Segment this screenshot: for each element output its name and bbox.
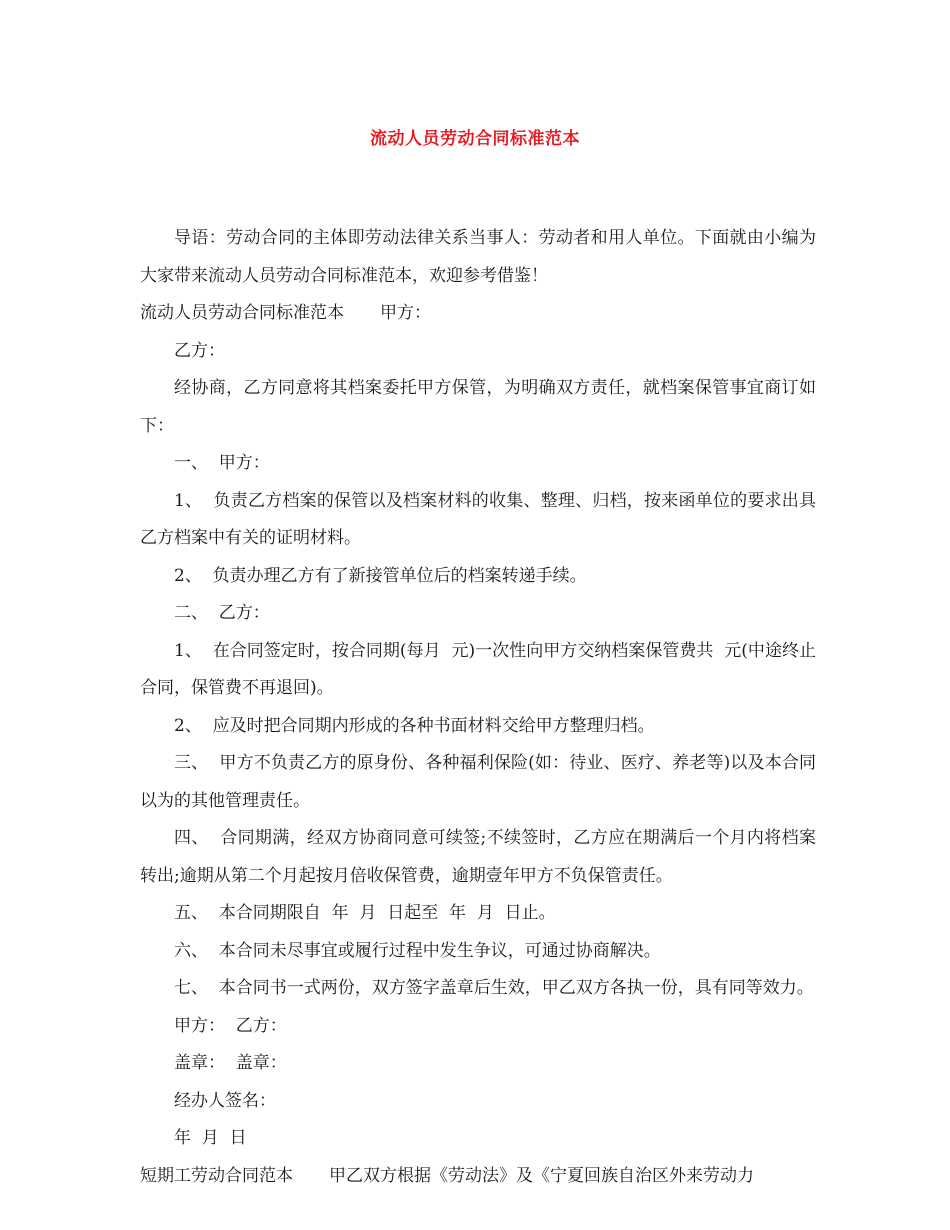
party-a-label: 甲方： <box>380 303 431 323</box>
clause1-heading: 一、 甲方： <box>174 453 270 473</box>
section1-heading: 流动人员劳动合同标准范本 <box>140 303 344 323</box>
clause2-item2: 2、 应及时把合同期内形成的各种书面材料交给甲方整理归档。 <box>174 715 655 736</box>
clause2-item1: 1、 在合同签定时，按合同期(每月 元)一次性向甲方交纳档案保管费共 元(中途终止合同，保管费不再退回)。 <box>140 640 816 698</box>
clause1-item2: 2、 负责办理乙方有了新接管单位后的档案转递手续。 <box>174 565 587 586</box>
section-heading-line <box>140 295 816 333</box>
clause5-paragraph: 五、 本合同期限自 年 月 日起至 年 月 日止。 <box>174 903 556 923</box>
document-body <box>140 220 816 1195</box>
preamble-paragraph: 经协商，乙方同意将其档案委托甲方保管，为明确双方责任，就档案保管事宜商订如下： <box>140 378 816 436</box>
section2-line <box>140 1158 816 1196</box>
section2-heading: 短期工劳动合同范本 <box>140 1165 293 1186</box>
section2-text: 甲乙双方根据《劳动法》及《宁夏回族自治区外来劳动力 <box>329 1165 754 1186</box>
party-b-label: 乙方： <box>174 340 225 361</box>
clause1-item1: 1、 负责乙方档案的保管以及档案材料的收集、整理、归档，按来函单位的要求出具乙方档案中有关的证明材料。 <box>140 490 816 548</box>
signature-handler: 经办人签名： <box>174 1090 276 1111</box>
clause6-paragraph: 六、 本合同未尽事宜或履行过程中发生争议，可通过协商解决。 <box>174 940 661 961</box>
signature-seals: 盖章： 盖章： <box>174 1053 287 1073</box>
clause3-paragraph: 三、 甲方不负责乙方的原身份、各种福利保险(如：待业、医疗、养老等)以及本合同以为的其他管理责任。 <box>140 753 816 811</box>
signature-date: 年 月 日 <box>174 1128 247 1148</box>
clause2-heading: 二、 乙方： <box>174 603 270 623</box>
intro-paragraph: 导语：劳动合同的主体即劳动法律关系当事人：劳动者和用人单位。下面就由小编为大家带来流动人员劳动合同标准范本，欢迎参考借鉴！ <box>140 228 816 286</box>
clause7-paragraph: 七、 本合同书一式两份，双方签字盖章后生效，甲乙双方各执一份，具有同等效力。 <box>174 978 814 998</box>
document-title: 流动人员劳动合同标准范本 <box>370 129 580 149</box>
signature-parties: 甲方： 乙方： <box>174 1015 287 1036</box>
clause4-paragraph: 四、 合同期满，经双方协商同意可续签;不续签时，乙方应在期满后一个月内将档案转出;逾期从第二个月起按月倍收保管费，逾期壹年甲方不负保管责任。 <box>140 828 816 886</box>
